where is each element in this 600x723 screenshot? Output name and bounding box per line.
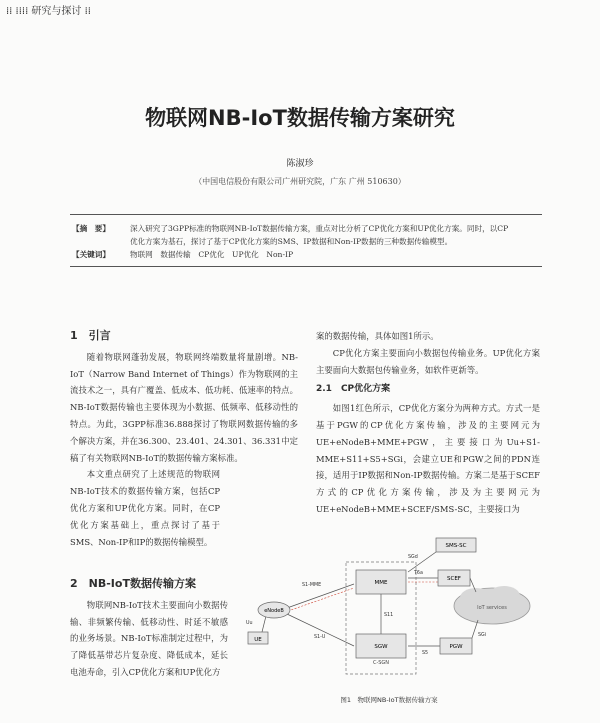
journal-section-tag: ⁞⁞ ⁞⁞⁞⁞ 研究与探讨 ⁞⁞ [6,6,91,17]
paper-title: 物联网NB-IoT数据传输方案研究 [145,106,455,130]
section-1-paragraph-2: 本文重点研究了上述规范的物联网NB-IoT技术的数据传输方案，包括CP优化方案和UP优化方案。同时，在CP优化方案基础上，重点探讨了基于SMS、Non-IP和IP的数据传输模型。 [70,469,220,547]
diagram-links [262,552,478,646]
link-sgi: SGi [478,633,487,638]
enodeb-label: eNodeB [264,608,284,614]
sgw-label: SGW [374,644,388,650]
link-s11: S11 [384,613,394,618]
abstract-label: 【摘 要】 [72,224,110,233]
sms-sc-label: SMS-SC [445,543,467,549]
subsection-2-1-heading: 2.1 CP优化方案 [316,384,391,395]
link-s1-u: S1-U [314,635,326,640]
section-1-heading: 1 引言 [70,329,111,342]
cp-up-summary-paragraph: CP优化方案主要面向小数据包传输业务。UP优化方案主要面向大数据包传输业务，如软件更新等。 [316,347,540,375]
abstract-line-1: 深入研究了3GPP标准的物联网NB-IoT数据传输方案，重点对比分析了CP优化方案和UP优化方案。同时，以CP [130,224,509,233]
cp-optimization-paragraph: 如图1红色所示，CP优化方案分为两种方式。方式一是基于PGW的CP优化方案传输，涉及的主要网元为UE+eNodeB+MME+PGW，主要接口为Uu+S1-MME+S11+S5+SGi，会建立UE和PGW之间的PDN连接，适用于IP数据和Non-IP数据传输。方案二是基于SCEF方式的CP优化方案传输，涉及为主要网元为UE+eNodeB+MME+SCEF/SMS-SC，主要接口为 [316,403,540,514]
section-2-paragraph: 物联网NB-IoT技术主要面向小数据传输、非频繁传输、低移动性、时延不敏感的业务场景。NB-IoT标准制定过程中，为了降低基带芯片复杂度、降低成本，延长电池寿命，引入CP优化方案和UP优化方 [70,599,228,677]
link-s1-mme: S1-MME [302,583,322,588]
left-column [70,328,298,550]
pgw-label: PGW [449,644,463,650]
continued-paragraph: 案的数据传输，具体如图1所示。 [316,331,439,341]
author-name: 陈淑珍 [286,159,314,169]
left-column-lower [70,576,228,681]
scef-label: SCEF [447,576,461,582]
link-s5: S5 [422,651,429,656]
ue-label: UE [254,637,262,643]
abstract-line-2: 优化方案为基石，探讨了基于CP优化方案的SMS、IP数据和Non-IP数据的三种数据传输模型。 [130,237,453,246]
figure-1-caption: 图1 物联网NB-IoT数据传输方案 [340,696,438,704]
author-affiliation: （中国电信股份有限公司广州研究院，广东 广州 510630） [194,177,406,186]
abstract-bottom-rule [70,266,542,267]
keywords-text: 物联网 数据传输 CP优化 UP优化 Non-IP [130,250,294,259]
right-column [316,328,540,518]
cloud-label: IoT services [477,605,507,611]
keywords-label: 【关键词】 [72,250,110,259]
abstract-top-rule [70,214,542,215]
link-t6a: T6a [414,571,423,576]
figure-1-network-diagram [236,532,542,712]
section-1-paragraph-1: 随着物联网蓬勃发展，物联网终端数量将量剧增。NB-IoT（Narrow Band Internet of Things）作为物联网的主流技术之一，具有广覆盖、低成本、低功耗、低速率的特点。NB-IoT数据传输也主要体现为小数据、低频率、低移动性的特点。为此，3GPP标准36.888探讨了物联网数据传输的多个解决方案，并在36.300、23.401、24.301、36.331中定稿了有关物联网NB-IoT的数据传输方案标准。 [70,351,298,463]
c-sgn-label: C-SGN [372,660,390,666]
mme-label: MME [374,580,388,586]
abstract-block [72,222,540,261]
section-2-heading: 2 NB-IoT数据传输方案 [70,577,196,590]
link-uu: Uu [246,621,253,626]
link-sgd: SGd [408,555,418,560]
